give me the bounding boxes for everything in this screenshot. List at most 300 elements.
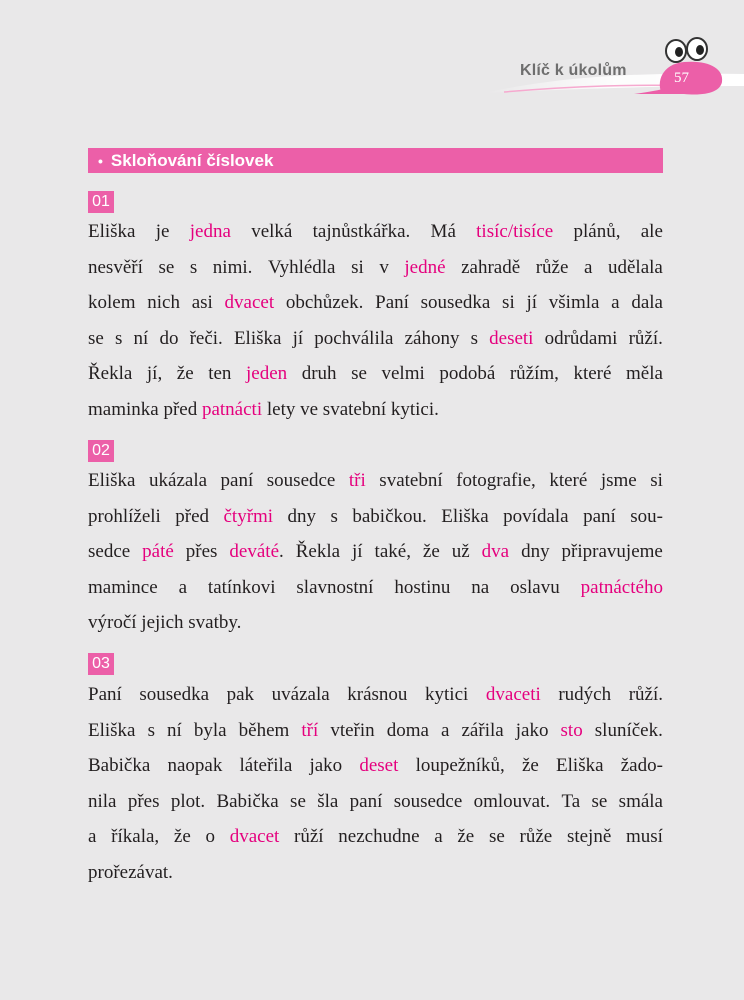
text-fragment: a <box>583 256 593 278</box>
word <box>88 285 136 321</box>
word <box>186 534 218 570</box>
text-fragment: řeči. <box>189 327 223 349</box>
text-fragment: ten <box>208 363 232 384</box>
text-fragment: obchůzek. <box>285 292 364 313</box>
text-fragment: svatební <box>379 470 443 491</box>
word <box>208 356 231 392</box>
text-fragment: nila <box>88 790 117 812</box>
text-fragment: paní <box>349 790 383 812</box>
text-fragment: druh <box>301 363 337 384</box>
word <box>561 784 580 820</box>
text-fragment: Eliška <box>556 755 604 776</box>
text-fragment: jako <box>309 755 343 776</box>
word <box>583 499 616 535</box>
text-line <box>88 784 663 820</box>
word <box>350 784 383 820</box>
word <box>562 534 663 570</box>
text-fragment: růží. <box>628 327 663 349</box>
text-fragment: paní <box>583 505 616 527</box>
text-fragment: nimi. <box>212 256 253 278</box>
text-fragment: plot. <box>170 790 206 812</box>
word <box>216 784 278 820</box>
text-fragment: velmi <box>381 363 425 384</box>
text-fragment: Ta <box>561 790 581 812</box>
text-line <box>88 570 663 606</box>
word <box>486 677 541 713</box>
word <box>381 356 424 392</box>
header-title: Klíč k úkolům <box>520 62 627 79</box>
text-fragment: že <box>422 541 440 562</box>
word <box>619 784 663 820</box>
word <box>88 862 173 883</box>
word <box>293 321 304 357</box>
word <box>573 356 611 392</box>
word <box>296 570 373 606</box>
word <box>561 713 583 749</box>
text-fragment: sousedce <box>393 790 463 812</box>
word <box>288 499 317 535</box>
text-fragment: jí, <box>146 363 163 384</box>
text-fragment: si <box>351 256 364 278</box>
word <box>88 748 150 784</box>
word <box>167 748 222 784</box>
word <box>549 463 587 499</box>
word <box>611 285 619 321</box>
word <box>462 713 504 749</box>
word <box>522 748 539 784</box>
word <box>502 285 515 321</box>
text-fragment: jejich <box>141 612 184 633</box>
text-fragment: sousedka <box>420 292 491 313</box>
word <box>128 784 160 820</box>
word <box>88 499 161 535</box>
word <box>88 612 137 633</box>
text-fragment: odrůdami <box>544 327 618 349</box>
text-fragment: Řekla <box>295 541 341 562</box>
word <box>208 570 276 606</box>
word <box>294 819 324 855</box>
word <box>626 819 663 855</box>
word <box>88 399 159 420</box>
text-fragment: prořezávat. <box>88 861 173 883</box>
text-fragment: se <box>290 790 306 812</box>
word <box>434 819 442 855</box>
word <box>452 534 470 570</box>
text-fragment: fotografie, <box>456 470 536 491</box>
text-fragment: že <box>176 363 194 384</box>
text-fragment: s <box>189 256 198 278</box>
word <box>167 713 182 749</box>
word <box>352 499 426 535</box>
word <box>309 748 342 784</box>
text-fragment: si <box>502 292 515 313</box>
word <box>188 612 241 633</box>
word <box>629 677 663 713</box>
word <box>608 250 663 286</box>
text-fragment: výročí <box>88 612 137 633</box>
text-fragment: jsme <box>600 470 637 491</box>
text-fragment: s <box>114 327 123 349</box>
word <box>338 819 419 855</box>
exercise-text-02 <box>88 463 663 641</box>
text-line <box>88 748 663 784</box>
text-fragment: paní <box>220 470 254 491</box>
word <box>503 499 568 535</box>
text-fragment: zářila <box>461 719 504 741</box>
text-fragment: kytici. <box>390 398 439 420</box>
word <box>391 399 439 420</box>
word <box>641 214 663 250</box>
text-fragment: vteřin <box>330 719 375 741</box>
word <box>387 713 429 749</box>
word <box>88 677 122 713</box>
text-fragment: v <box>379 256 389 278</box>
text-fragment: a <box>434 826 443 847</box>
word <box>88 463 136 499</box>
word <box>471 321 478 357</box>
word <box>456 463 536 499</box>
word <box>156 214 170 250</box>
text-fragment: svatby. <box>188 612 242 633</box>
word <box>317 784 338 820</box>
word <box>134 321 149 357</box>
text-fragment: omlouvat. <box>473 790 551 812</box>
word <box>300 399 318 420</box>
word <box>457 819 474 855</box>
word <box>171 784 205 820</box>
word <box>423 534 440 570</box>
word <box>221 463 254 499</box>
text-fragment: nesvěří <box>88 256 143 278</box>
word <box>88 570 158 606</box>
word <box>139 677 209 713</box>
text-fragment: s <box>147 719 155 741</box>
word <box>441 713 449 749</box>
word <box>148 713 155 749</box>
word <box>510 356 559 392</box>
text-fragment: plánů, <box>573 221 621 242</box>
highlighted-answer: sto <box>560 719 583 741</box>
text-fragment: uvázala <box>271 684 330 705</box>
highlighted-answer: dva <box>481 541 510 562</box>
highlighted-answer: jedna <box>189 221 231 242</box>
word <box>142 534 174 570</box>
text-fragment: že <box>521 755 539 776</box>
word <box>584 250 592 286</box>
word <box>439 356 495 392</box>
text-fragment: Eliška <box>441 505 489 527</box>
text-fragment: během <box>238 719 290 741</box>
text-fragment: zahradě <box>461 256 521 278</box>
text-fragment: ní <box>133 327 149 349</box>
text-fragment: Eliška <box>88 221 136 242</box>
word <box>351 356 367 392</box>
word <box>225 285 275 321</box>
word <box>526 285 537 321</box>
section-title: Skloňování číslovek <box>110 151 274 170</box>
word <box>351 250 364 286</box>
word <box>323 399 386 420</box>
word <box>192 285 213 321</box>
text-fragment: ukázala <box>149 470 208 491</box>
text-fragment: jako <box>515 719 549 741</box>
exercise-text-01 <box>88 214 663 427</box>
word <box>545 321 618 357</box>
text-fragment: kytici <box>425 684 469 705</box>
highlighted-answer: dvacet <box>224 292 275 313</box>
word <box>246 356 287 392</box>
word <box>359 748 398 784</box>
section-heading <box>88 148 663 173</box>
text-fragment: sousedka <box>139 684 210 705</box>
word <box>159 321 178 357</box>
text-fragment: Paní <box>375 292 409 313</box>
text-line <box>88 356 663 392</box>
word <box>489 321 533 357</box>
highlighted-answer: jedné <box>404 256 446 278</box>
text-line <box>88 605 663 641</box>
text-fragment: a <box>88 826 97 847</box>
text-fragment: mamince <box>88 576 158 598</box>
text-fragment: velká <box>251 221 293 242</box>
word <box>630 499 663 535</box>
word <box>301 713 318 749</box>
text-fragment: růže <box>519 826 553 847</box>
word <box>194 713 227 749</box>
text-fragment: a <box>611 292 620 313</box>
text-fragment: prohlíželi <box>88 505 161 527</box>
word <box>379 463 442 499</box>
word <box>331 499 338 535</box>
highlighted-answer: tří <box>301 719 319 741</box>
text-fragment: s <box>330 505 338 527</box>
text-fragment: přes <box>127 790 160 812</box>
word <box>88 321 104 357</box>
text-fragment: se <box>351 363 367 384</box>
word <box>272 677 330 713</box>
text-fragment: si <box>650 470 663 491</box>
highlighted-answer: deseti <box>489 327 534 349</box>
text-fragment: nezchudne <box>338 826 420 847</box>
text-line <box>88 321 663 357</box>
text-line <box>88 677 663 713</box>
text-line <box>88 250 663 286</box>
word <box>147 285 180 321</box>
text-fragment: stejně <box>566 826 612 847</box>
text-fragment: už <box>451 541 470 562</box>
word <box>240 748 293 784</box>
word <box>267 463 336 499</box>
word <box>573 214 620 250</box>
word <box>510 570 560 606</box>
word <box>489 819 505 855</box>
text-fragment: ní <box>167 719 182 741</box>
word <box>556 748 604 784</box>
text-fragment: sluníček. <box>594 719 663 741</box>
word <box>251 214 292 250</box>
word <box>461 250 520 286</box>
text-line <box>88 499 663 535</box>
text-fragment: lety <box>266 398 296 420</box>
word <box>394 570 450 606</box>
text-fragment: rudých <box>558 684 612 705</box>
text-fragment: Babička <box>216 790 279 812</box>
text-fragment: podobá <box>439 363 496 384</box>
text-fragment: jí <box>292 327 304 349</box>
word <box>268 250 336 286</box>
word <box>474 784 551 820</box>
word <box>650 463 663 499</box>
word <box>223 499 273 535</box>
word <box>111 819 159 855</box>
highlighted-answer: dvacet <box>229 826 280 847</box>
highlighted-answer: deset <box>359 755 399 776</box>
word <box>626 356 663 392</box>
text-fragment: připravujeme <box>561 541 663 562</box>
text-fragment: které <box>573 363 612 384</box>
highlighted-answer: patnácti <box>201 398 263 420</box>
word <box>230 819 280 855</box>
text-fragment: láteřila <box>239 755 293 776</box>
text-line <box>88 713 663 749</box>
text-fragment: na <box>471 576 490 598</box>
word <box>88 819 96 855</box>
text-fragment: sedce <box>88 541 131 562</box>
text-fragment: záhony <box>404 327 460 349</box>
word <box>177 356 194 392</box>
text-fragment: o <box>205 826 215 847</box>
text-fragment: přes <box>185 541 218 562</box>
text-fragment: krásnou <box>347 684 408 705</box>
word <box>88 214 136 250</box>
word <box>88 534 130 570</box>
word <box>229 534 283 570</box>
text-fragment: hostinu <box>394 576 451 598</box>
highlighted-answer: tři <box>348 470 366 491</box>
text-fragment: a <box>441 719 450 741</box>
text-fragment: . <box>279 541 284 562</box>
word <box>88 356 132 392</box>
word <box>141 612 183 633</box>
word <box>179 570 187 606</box>
exercise-number-01: 01 <box>88 191 114 213</box>
text-fragment: naopak <box>167 755 223 776</box>
text-fragment: svatební <box>322 398 387 420</box>
text-fragment: tatínkovi <box>207 576 276 598</box>
word <box>88 784 117 820</box>
text-fragment: byla <box>193 719 227 741</box>
word <box>202 399 262 420</box>
word <box>163 399 197 420</box>
section-bullet: • <box>98 153 103 169</box>
text-fragment: šla <box>317 790 339 812</box>
word <box>190 250 197 286</box>
word <box>558 677 611 713</box>
text-fragment: do <box>159 327 179 349</box>
text-fragment: pak <box>226 684 255 705</box>
text-fragment: Eliška <box>88 470 136 491</box>
text-fragment: že <box>173 826 191 847</box>
highlighted-answer: patnáctého <box>580 576 663 598</box>
word <box>313 214 411 250</box>
word <box>629 321 663 357</box>
word <box>213 250 253 286</box>
text-fragment: udělala <box>607 256 663 278</box>
word <box>416 748 505 784</box>
text-fragment: růží. <box>628 684 663 705</box>
text-fragment: povídala <box>503 505 569 527</box>
word <box>631 285 663 321</box>
word <box>476 214 553 250</box>
word <box>239 713 290 749</box>
text-fragment: dala <box>631 292 663 313</box>
text-fragment: sou- <box>630 505 663 527</box>
word <box>330 713 374 749</box>
word <box>516 713 549 749</box>
word <box>520 819 553 855</box>
text-fragment: ve <box>300 398 319 420</box>
text-fragment: sousedce <box>266 470 336 491</box>
text-fragment: jí <box>526 292 538 313</box>
text-fragment: dny <box>287 505 317 527</box>
word <box>88 713 136 749</box>
text-fragment: říkala, <box>111 826 160 847</box>
word <box>379 250 389 286</box>
exercise-text-03 <box>88 677 663 890</box>
text-fragment: babičkou. <box>352 505 427 527</box>
exercise-number-02: 02 <box>88 440 114 462</box>
text-fragment: růží <box>294 826 324 847</box>
word <box>296 534 340 570</box>
text-fragment: asi <box>191 292 213 313</box>
text-line <box>88 214 663 250</box>
text-fragment: slavnostní <box>296 576 374 598</box>
word <box>267 399 296 420</box>
text-fragment: Eliška <box>88 719 136 741</box>
word <box>549 285 600 321</box>
text-fragment: se <box>488 826 505 847</box>
text-line <box>88 392 663 428</box>
word <box>190 321 223 357</box>
word <box>471 570 489 606</box>
word <box>394 784 463 820</box>
text-fragment: se <box>88 327 104 349</box>
text-fragment: kolem <box>88 292 136 313</box>
word <box>421 285 491 321</box>
text-fragment: měla <box>626 363 663 384</box>
text-fragment: Vyhlédla <box>267 256 336 278</box>
word <box>595 713 663 749</box>
text-fragment: že <box>457 826 475 847</box>
text-fragment: které <box>549 470 588 491</box>
word <box>314 321 393 357</box>
word <box>174 819 191 855</box>
text-fragment: Řekla <box>88 363 133 384</box>
word <box>482 534 509 570</box>
text-fragment: Babička <box>88 755 151 776</box>
word <box>425 677 468 713</box>
word <box>431 214 456 250</box>
highlighted-answer: páté <box>142 541 174 562</box>
text-fragment: dny <box>521 541 550 562</box>
text-fragment: doma <box>386 719 429 741</box>
word <box>404 250 445 286</box>
word <box>375 285 409 321</box>
word <box>521 534 550 570</box>
text-fragment: Paní <box>88 684 122 705</box>
text-fragment: pochválila <box>314 327 394 349</box>
text-fragment: všimla <box>548 292 600 313</box>
